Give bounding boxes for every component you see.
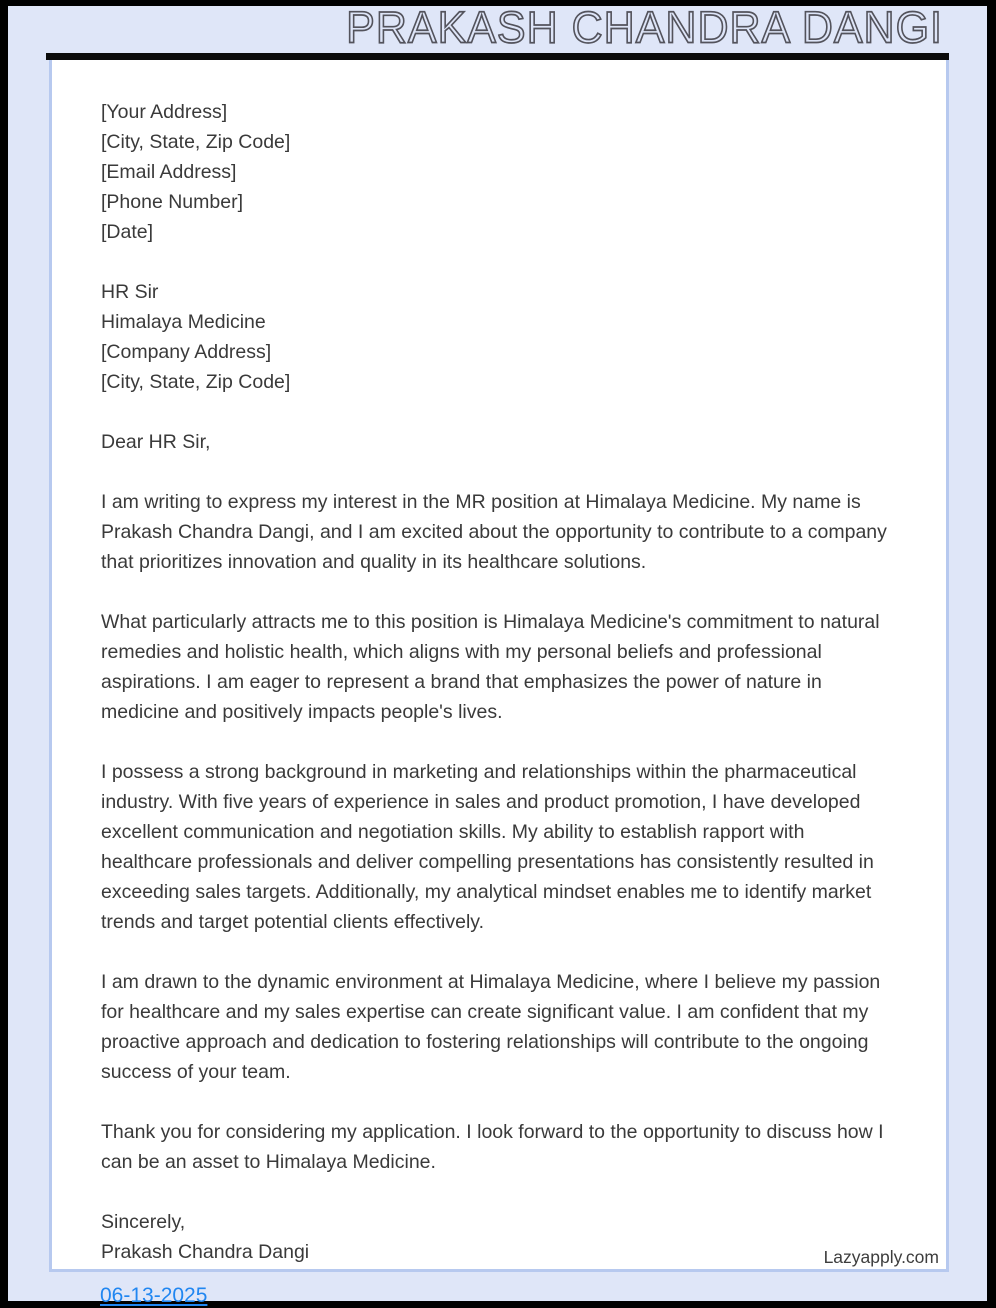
closing: Sincerely, [101, 1211, 186, 1233]
body-paragraph-5: Thank you for considering my application. I look forward to the opportunity to discuss how I can be an asset to Himalaya Medicine. [101, 1121, 884, 1173]
sender-line: [Your Address] [101, 101, 228, 123]
spacer [101, 457, 898, 487]
date-link[interactable]: 06-13-2025 [100, 1284, 208, 1307]
salutation: Dear HR Sir, [101, 431, 211, 453]
sender-line: [Email Address] [101, 161, 237, 183]
spacer [101, 1087, 898, 1117]
candidate-name-heading: PRAKASH CHANDRA DANGI [346, 3, 943, 54]
body-paragraph-2: What particularly attracts me to this position is Himalaya Medicine's commitment to natural remedies and holistic health, which aligns with my personal beliefs and professional aspirations. I am eager to represent a brand that emphasizes the power of nature in medicine and positively impacts people's lives. [101, 611, 880, 723]
recipient-line: [Company Address] [101, 341, 272, 363]
sender-address-block [101, 97, 898, 247]
spacer [101, 1177, 898, 1207]
sender-line: [Phone Number] [101, 191, 243, 213]
spacer [101, 577, 898, 607]
recipient-line: HR Sir [101, 281, 159, 303]
recipient-line: Himalaya Medicine [101, 311, 266, 333]
body-paragraph-1: I am writing to express my interest in the MR position at Himalaya Medicine. My name is Prakash Chandra Dangi, and I am excited about the opportunity to contribute to a company that prioritizes innovation and quality in its healthcare solutions. [101, 491, 887, 573]
header-divider-rule [46, 53, 949, 60]
footer-date-row [100, 1284, 987, 1308]
spacer [101, 727, 898, 757]
spacer [101, 397, 898, 427]
body-paragraph-3: I possess a strong background in marketing and relationships within the pharmaceutical industry. With five years of experience in sales and product promotion, I have developed excellent communication and negotiation skills. My ability to establish rapport with healthcare professionals and deliver compelling presentations has consistently resulted in exceeding sales targets. Additionally, my analytical mindset enables me to identify market trends and target potential clients effectively. [101, 761, 874, 933]
spacer [101, 937, 898, 967]
letter-header [8, 3, 987, 54]
lazyapply-watermark: Lazyapply.com [823, 1247, 939, 1267]
document-canvas [8, 3, 987, 1307]
recipient-line: [City, State, Zip Code] [101, 371, 291, 393]
recipient-address-block [101, 277, 898, 397]
sender-line: [City, State, Zip Code] [101, 131, 291, 153]
signature-name: Prakash Chandra Dangi [101, 1241, 310, 1263]
spacer [101, 247, 898, 277]
body-paragraph-4: I am drawn to the dynamic environment at Himalaya Medicine, where I believe my passion for healthcare and my sales expertise can create significant value. I am confident that my proactive approach and dedication to fostering relationships will contribute to the ongoing success of your team. [101, 971, 881, 1083]
sender-line: [Date] [101, 221, 154, 243]
letter-page [49, 60, 949, 1272]
